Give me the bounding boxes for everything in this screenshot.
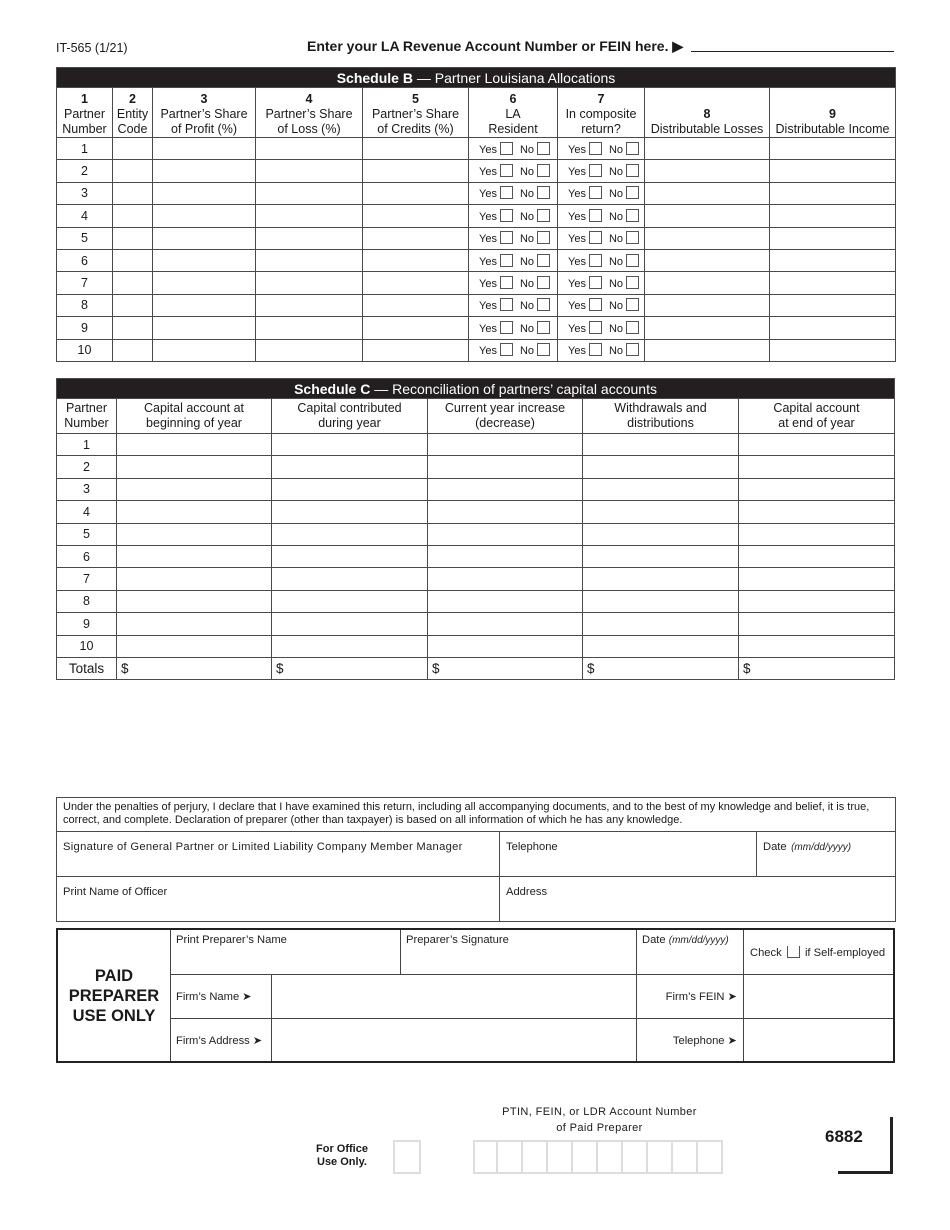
signature-label: Signature of General Partner or Limited Liability Company Member Manager: [63, 841, 463, 853]
la-resident-no-checkbox[interactable]: [537, 186, 550, 199]
loss-share-cell[interactable]: [256, 317, 363, 339]
schedule-b-row: [57, 272, 896, 294]
composite-return-no-checkbox[interactable]: [626, 186, 639, 199]
currency-symbol: $: [432, 660, 440, 676]
profit-share-cell[interactable]: [153, 160, 256, 182]
schedule-b-row: [57, 160, 896, 182]
entity-code-cell[interactable]: [113, 272, 153, 294]
schedule-b-row: [57, 317, 896, 339]
la-resident-yes-checkbox[interactable]: [500, 186, 513, 199]
loss-share-cell[interactable]: [256, 182, 363, 204]
withdrawals-cell[interactable]: [583, 501, 739, 523]
distributable-losses-cell[interactable]: [645, 294, 770, 316]
schedule-b-col-5-header: 5 Partner’s Share of Credits (%): [363, 88, 469, 138]
loss-share-cell[interactable]: [256, 249, 363, 271]
la-resident-no-checkbox[interactable]: [537, 231, 550, 244]
signature-block: [56, 797, 896, 922]
la-resident-yes-checkbox[interactable]: [500, 321, 513, 334]
ptin-digit-box[interactable]: [473, 1140, 498, 1174]
composite-return-cell: Yes No: [558, 339, 645, 361]
ptin-digit-box[interactable]: [498, 1140, 523, 1174]
form-code: 6882: [825, 1127, 863, 1146]
entity-code-cell[interactable]: [113, 138, 153, 160]
beginning-capital-cell[interactable]: [117, 635, 272, 657]
profit-share-cell[interactable]: [153, 249, 256, 271]
la-resident-no-checkbox[interactable]: [537, 164, 550, 177]
withdrawals-cell[interactable]: [583, 456, 739, 478]
current-year-change-total[interactable]: [428, 657, 583, 679]
current-year-change-cell[interactable]: [428, 635, 583, 657]
ptin-boxes: [473, 1140, 723, 1174]
partner-number: 3: [57, 478, 117, 500]
current-year-change-cell[interactable]: [428, 478, 583, 500]
current-year-change-cell[interactable]: [428, 434, 583, 456]
ending-capital-cell[interactable]: [739, 501, 895, 523]
la-resident-cell: Yes No: [469, 205, 558, 227]
partner-number: 4: [57, 205, 113, 227]
current-year-change-cell[interactable]: [428, 613, 583, 635]
composite-return-yes-checkbox[interactable]: [589, 276, 602, 289]
contributed-capital-cell[interactable]: [272, 478, 428, 500]
firm-name-label: Firm’s Name ➤: [176, 991, 252, 1003]
contributed-capital-cell[interactable]: [272, 456, 428, 478]
profit-share-cell[interactable]: [153, 227, 256, 249]
composite-return-cell: Yes No: [558, 182, 645, 204]
preparer-telephone-field[interactable]: [744, 1019, 893, 1061]
partner-number: 10: [57, 339, 113, 361]
distributable-income-cell[interactable]: [770, 160, 896, 182]
preparer-name-label: Print Preparer’s Name: [176, 934, 287, 946]
entity-code-cell[interactable]: [113, 227, 153, 249]
distributable-losses-cell[interactable]: [645, 205, 770, 227]
current-year-change-cell[interactable]: [428, 523, 583, 545]
firm-address-field[interactable]: [272, 1019, 636, 1061]
account-prompt: Enter your LA Revenue Account Number or FEIN here. ▶: [307, 38, 684, 54]
credits-share-cell[interactable]: [363, 294, 469, 316]
la-resident-cell: Yes No: [469, 294, 558, 316]
entity-code-cell[interactable]: [113, 205, 153, 227]
telephone-field[interactable]: [500, 832, 757, 877]
composite-return-cell: Yes No: [558, 272, 645, 294]
credits-share-cell[interactable]: [363, 138, 469, 160]
beginning-capital-cell[interactable]: [117, 590, 272, 612]
credits-share-cell[interactable]: [363, 160, 469, 182]
schedule-c-row: [57, 590, 895, 612]
corner-mark-bottom: [838, 1171, 893, 1174]
profit-share-cell[interactable]: [153, 294, 256, 316]
preparer-name-field[interactable]: [171, 930, 400, 974]
loss-share-cell[interactable]: [256, 138, 363, 160]
partner-number: 5: [57, 523, 117, 545]
schedule-c-row: [57, 501, 895, 523]
beginning-capital-cell[interactable]: [117, 501, 272, 523]
contributed-capital-cell[interactable]: [272, 523, 428, 545]
schedule-b-row: [57, 182, 896, 204]
schedule-b-col-8-header: 8 Distributable Losses: [645, 88, 770, 138]
credits-share-cell[interactable]: [363, 272, 469, 294]
partner-number: 2: [57, 456, 117, 478]
ending-capital-cell[interactable]: [739, 545, 895, 567]
paid-preparer-label: PAID PREPARER USE ONLY: [68, 966, 160, 1025]
beginning-capital-cell[interactable]: [117, 456, 272, 478]
composite-return-no-checkbox[interactable]: [626, 231, 639, 244]
entity-code-cell[interactable]: [113, 160, 153, 182]
composite-return-yes-checkbox[interactable]: [589, 298, 602, 311]
preparer-signature-label: Preparer’s Signature: [406, 934, 509, 946]
schedule-b-col-1-header: 1 Partner Number: [57, 88, 113, 138]
form-id: IT-565 (1/21): [56, 41, 128, 55]
la-resident-no-checkbox[interactable]: [537, 276, 550, 289]
composite-return-yes-checkbox[interactable]: [589, 186, 602, 199]
current-year-change-cell[interactable]: [428, 545, 583, 567]
distributable-losses-cell[interactable]: [645, 227, 770, 249]
paid-preparer-block: [56, 928, 895, 1063]
withdrawals-cell[interactable]: [583, 434, 739, 456]
la-resident-yes-checkbox[interactable]: [500, 343, 513, 356]
ptin-digit-box[interactable]: [623, 1140, 648, 1174]
current-year-change-cell[interactable]: [428, 590, 583, 612]
self-employed-checkbox[interactable]: [787, 946, 800, 958]
ending-capital-cell[interactable]: [739, 434, 895, 456]
schedule-c-col-5-header: Withdrawals and distributions: [583, 399, 739, 434]
beginning-capital-cell[interactable]: [117, 568, 272, 590]
address-label: Address: [506, 886, 548, 898]
profit-share-cell[interactable]: [153, 205, 256, 227]
la-resident-cell: Yes No: [469, 317, 558, 339]
entity-code-cell[interactable]: [113, 294, 153, 316]
composite-return-yes-checkbox[interactable]: [589, 209, 602, 222]
schedule-c-col-6-header: Capital account at end of year: [739, 399, 895, 434]
la-resident-no-checkbox[interactable]: [537, 343, 550, 356]
entity-code-cell[interactable]: [113, 182, 153, 204]
partner-number: 10: [57, 635, 117, 657]
composite-return-cell: Yes No: [558, 160, 645, 182]
composite-return-no-checkbox[interactable]: [626, 142, 639, 155]
schedule-c-totals-row: [57, 657, 895, 679]
profit-share-cell[interactable]: [153, 138, 256, 160]
entity-code-cell[interactable]: [113, 317, 153, 339]
firm-fein-field[interactable]: [744, 975, 893, 1018]
partner-number: 3: [57, 182, 113, 204]
la-resident-no-checkbox[interactable]: [537, 254, 550, 267]
partner-number: 1: [57, 434, 117, 456]
schedule-c-col-4-header: Current year increase (decrease): [428, 399, 583, 434]
composite-return-no-checkbox[interactable]: [626, 343, 639, 356]
schedule-b-row: [57, 249, 896, 271]
loss-share-cell[interactable]: [256, 227, 363, 249]
composite-return-cell: Yes No: [558, 249, 645, 271]
preparer-date-field[interactable]: [637, 930, 743, 974]
contributed-capital-cell[interactable]: [272, 434, 428, 456]
credits-share-cell[interactable]: [363, 227, 469, 249]
distributable-income-cell[interactable]: [770, 294, 896, 316]
la-resident-yes-checkbox[interactable]: [500, 164, 513, 177]
preparer-telephone-label: Telephone ➤: [672, 1035, 737, 1047]
schedule-b-row: [57, 138, 896, 160]
distributable-losses-cell[interactable]: [645, 182, 770, 204]
schedule-c-col-2-header: Capital account at beginning of year: [117, 399, 272, 434]
profit-share-cell[interactable]: [153, 339, 256, 361]
withdrawals-cell[interactable]: [583, 568, 739, 590]
composite-return-yes-checkbox[interactable]: [589, 231, 602, 244]
partner-number: 4: [57, 501, 117, 523]
la-resident-no-checkbox[interactable]: [537, 321, 550, 334]
ending-capital-cell[interactable]: [739, 523, 895, 545]
ending-capital-cell[interactable]: [739, 478, 895, 500]
composite-return-no-checkbox[interactable]: [626, 254, 639, 267]
partner-number: 6: [57, 249, 113, 271]
beginning-capital-cell[interactable]: [117, 545, 272, 567]
composite-return-yes-checkbox[interactable]: [589, 254, 602, 267]
contributed-capital-cell[interactable]: [272, 568, 428, 590]
office-use-box: [393, 1140, 421, 1174]
beginning-capital-cell[interactable]: [117, 523, 272, 545]
loss-share-cell[interactable]: [256, 160, 363, 182]
distributable-income-cell[interactable]: [770, 205, 896, 227]
schedule-c-row: [57, 478, 895, 500]
contributed-capital-cell[interactable]: [272, 635, 428, 657]
print-name-field[interactable]: [57, 877, 500, 922]
composite-return-yes-checkbox[interactable]: [589, 343, 602, 356]
composite-return-no-checkbox[interactable]: [626, 298, 639, 311]
la-resident-cell: Yes No: [469, 138, 558, 160]
ptin-digit-box[interactable]: [523, 1140, 548, 1174]
schedule-b-row: [57, 205, 896, 227]
la-resident-cell: Yes No: [469, 272, 558, 294]
ptin-digit-box[interactable]: [548, 1140, 573, 1174]
distributable-income-cell[interactable]: [770, 182, 896, 204]
firm-fein-label: Firm’s FEIN ➤: [665, 991, 737, 1003]
date-format: (mm/dd/yyyy): [791, 842, 852, 853]
composite-return-cell: Yes No: [558, 317, 645, 339]
beginning-capital-total[interactable]: [117, 657, 272, 679]
schedule-c-row: [57, 568, 895, 590]
composite-return-cell: Yes No: [558, 205, 645, 227]
schedule-b-col-7-header: 7 In composite return?: [558, 88, 645, 138]
beginning-capital-cell[interactable]: [117, 434, 272, 456]
distributable-losses-cell[interactable]: [645, 138, 770, 160]
distributable-losses-cell[interactable]: [645, 160, 770, 182]
ptin-digit-box[interactable]: [673, 1140, 698, 1174]
totals-label: Totals: [57, 657, 117, 679]
composite-return-no-checkbox[interactable]: [626, 209, 639, 222]
contributed-capital-cell[interactable]: [272, 613, 428, 635]
current-year-change-cell[interactable]: [428, 568, 583, 590]
credits-share-cell[interactable]: [363, 317, 469, 339]
la-resident-cell: Yes No: [469, 160, 558, 182]
composite-return-yes-checkbox[interactable]: [589, 164, 602, 177]
withdrawals-cell[interactable]: [583, 613, 739, 635]
ptin-label: PTIN, FEIN, or LDR Account Number of Paid Preparer: [502, 1106, 697, 1134]
withdrawals-cell[interactable]: [583, 635, 739, 657]
contributed-capital-total[interactable]: [272, 657, 428, 679]
schedule-c-row: [57, 545, 895, 567]
firm-address-label: Firm’s Address ➤: [176, 1035, 263, 1047]
la-resident-yes-checkbox[interactable]: [500, 254, 513, 267]
corner-mark: [890, 1117, 893, 1174]
la-resident-yes-checkbox[interactable]: [500, 276, 513, 289]
schedule-b-title: Schedule B — Partner Louisiana Allocations: [57, 68, 896, 88]
address-field[interactable]: [500, 877, 896, 922]
distributable-losses-cell[interactable]: [645, 272, 770, 294]
office-use-label: For Office Use Only.: [316, 1143, 368, 1168]
schedule-c-row: [57, 434, 895, 456]
loss-share-cell[interactable]: [256, 205, 363, 227]
schedule-c-row: [57, 456, 895, 478]
loss-share-cell[interactable]: [256, 272, 363, 294]
print-name-label: Print Name of Officer: [63, 886, 168, 898]
loss-share-cell[interactable]: [256, 294, 363, 316]
ending-capital-total[interactable]: [739, 657, 895, 679]
account-number-field[interactable]: [691, 51, 894, 52]
la-resident-yes-checkbox[interactable]: [500, 298, 513, 311]
withdrawals-cell[interactable]: [583, 590, 739, 612]
distributable-losses-cell[interactable]: [645, 317, 770, 339]
distributable-income-cell[interactable]: [770, 227, 896, 249]
partner-number: 7: [57, 568, 117, 590]
partner-number: 7: [57, 272, 113, 294]
composite-return-cell: Yes No: [558, 294, 645, 316]
profit-share-cell[interactable]: [153, 182, 256, 204]
ending-capital-cell[interactable]: [739, 590, 895, 612]
composite-return-no-checkbox[interactable]: [626, 164, 639, 177]
ptin-digit-box[interactable]: [648, 1140, 673, 1174]
schedule-c-row: [57, 523, 895, 545]
schedule-b-table: [56, 67, 896, 362]
credits-share-cell[interactable]: [363, 205, 469, 227]
profit-share-cell[interactable]: [153, 317, 256, 339]
schedule-b-row: [57, 294, 896, 316]
perjury-declaration: Under the penalties of perjury, I declare that I have examined this return, including all accompanying documents, and to the best of my knowledge and belief, it is true, correct, and complete. Declaration of preparer (other than taxpayer) is based on all information of which he has any knowledge.: [57, 798, 896, 832]
distributable-losses-cell[interactable]: [645, 339, 770, 361]
composite-return-cell: Yes No: [558, 138, 645, 160]
self-employed-check: Check if Self-employed: [750, 947, 886, 959]
schedule-b-row: [57, 339, 896, 361]
la-resident-cell: Yes No: [469, 339, 558, 361]
schedule-b-col-6-header: 6 LA Resident: [469, 88, 558, 138]
loss-share-cell[interactable]: [256, 339, 363, 361]
partner-number: 5: [57, 227, 113, 249]
la-resident-no-checkbox[interactable]: [537, 209, 550, 222]
signature-field[interactable]: [57, 832, 500, 877]
partner-number: 2: [57, 160, 113, 182]
distributable-losses-cell[interactable]: [645, 249, 770, 271]
entity-code-cell[interactable]: [113, 339, 153, 361]
withdrawals-cell[interactable]: [583, 523, 739, 545]
la-resident-cell: Yes No: [469, 249, 558, 271]
withdrawals-cell[interactable]: [583, 478, 739, 500]
schedule-c-table: [56, 378, 895, 680]
contributed-capital-cell[interactable]: [272, 545, 428, 567]
distributable-income-cell[interactable]: [770, 317, 896, 339]
contributed-capital-cell[interactable]: [272, 501, 428, 523]
telephone-label: Telephone: [506, 841, 558, 853]
ending-capital-cell[interactable]: [739, 568, 895, 590]
beginning-capital-cell[interactable]: [117, 613, 272, 635]
composite-return-yes-checkbox[interactable]: [589, 321, 602, 334]
beginning-capital-cell[interactable]: [117, 478, 272, 500]
profit-share-cell[interactable]: [153, 272, 256, 294]
current-year-change-cell[interactable]: [428, 501, 583, 523]
la-resident-cell: Yes No: [469, 227, 558, 249]
ptin-digit-box[interactable]: [598, 1140, 623, 1174]
schedule-b-col-3-header: 3 Partner’s Share of Profit (%): [153, 88, 256, 138]
partner-number: 9: [57, 613, 117, 635]
credits-share-cell[interactable]: [363, 249, 469, 271]
schedule-c-row: [57, 635, 895, 657]
currency-symbol: $: [743, 660, 751, 676]
composite-return-yes-checkbox[interactable]: [589, 142, 602, 155]
la-resident-yes-checkbox[interactable]: [500, 142, 513, 155]
currency-symbol: $: [587, 660, 595, 676]
ptin-digit-box[interactable]: [698, 1140, 723, 1174]
distributable-income-cell[interactable]: [770, 339, 896, 361]
schedule-b-row: [57, 227, 896, 249]
distributable-income-cell[interactable]: [770, 249, 896, 271]
withdrawals-cell[interactable]: [583, 545, 739, 567]
la-resident-yes-checkbox[interactable]: [500, 231, 513, 244]
current-year-change-cell[interactable]: [428, 456, 583, 478]
schedule-c-row: [57, 613, 895, 635]
schedule-c-title: Schedule C — Reconciliation of partners’ capital accounts: [57, 379, 895, 399]
preparer-date-label: Date (mm/dd/yyyy): [642, 934, 729, 946]
distributable-income-cell[interactable]: [770, 272, 896, 294]
schedule-b-col-4-header: 4 Partner’s Share of Loss (%): [256, 88, 363, 138]
schedule-b-col-2-header: 2 Entity Code: [113, 88, 153, 138]
la-resident-yes-checkbox[interactable]: [500, 209, 513, 222]
firm-name-field[interactable]: [272, 975, 636, 1018]
partner-number: 8: [57, 590, 117, 612]
preparer-signature-field[interactable]: [401, 930, 636, 974]
schedule-c-col-1-header: Partner Number: [57, 399, 117, 434]
credits-share-cell[interactable]: [363, 182, 469, 204]
la-resident-no-checkbox[interactable]: [537, 298, 550, 311]
ending-capital-cell[interactable]: [739, 635, 895, 657]
entity-code-cell[interactable]: [113, 249, 153, 271]
partner-number: 9: [57, 317, 113, 339]
date-label: Date: [763, 841, 787, 853]
la-resident-no-checkbox[interactable]: [537, 142, 550, 155]
credits-share-cell[interactable]: [363, 339, 469, 361]
ending-capital-cell[interactable]: [739, 613, 895, 635]
withdrawals-total[interactable]: [583, 657, 739, 679]
schedule-c-col-3-header: Capital contributed during year: [272, 399, 428, 434]
ptin-digit-box[interactable]: [573, 1140, 598, 1174]
partner-number: 1: [57, 138, 113, 160]
composite-return-no-checkbox[interactable]: [626, 276, 639, 289]
composite-return-cell: Yes No: [558, 227, 645, 249]
partner-number: 6: [57, 545, 117, 567]
currency-symbol: $: [121, 660, 129, 676]
la-resident-cell: Yes No: [469, 182, 558, 204]
distributable-income-cell[interactable]: [770, 138, 896, 160]
schedule-b-col-9-header: 9 Distributable Income: [770, 88, 896, 138]
ending-capital-cell[interactable]: [739, 456, 895, 478]
currency-symbol: $: [276, 660, 284, 676]
partner-number: 8: [57, 294, 113, 316]
contributed-capital-cell[interactable]: [272, 590, 428, 612]
composite-return-no-checkbox[interactable]: [626, 321, 639, 334]
date-field[interactable]: [757, 832, 896, 877]
